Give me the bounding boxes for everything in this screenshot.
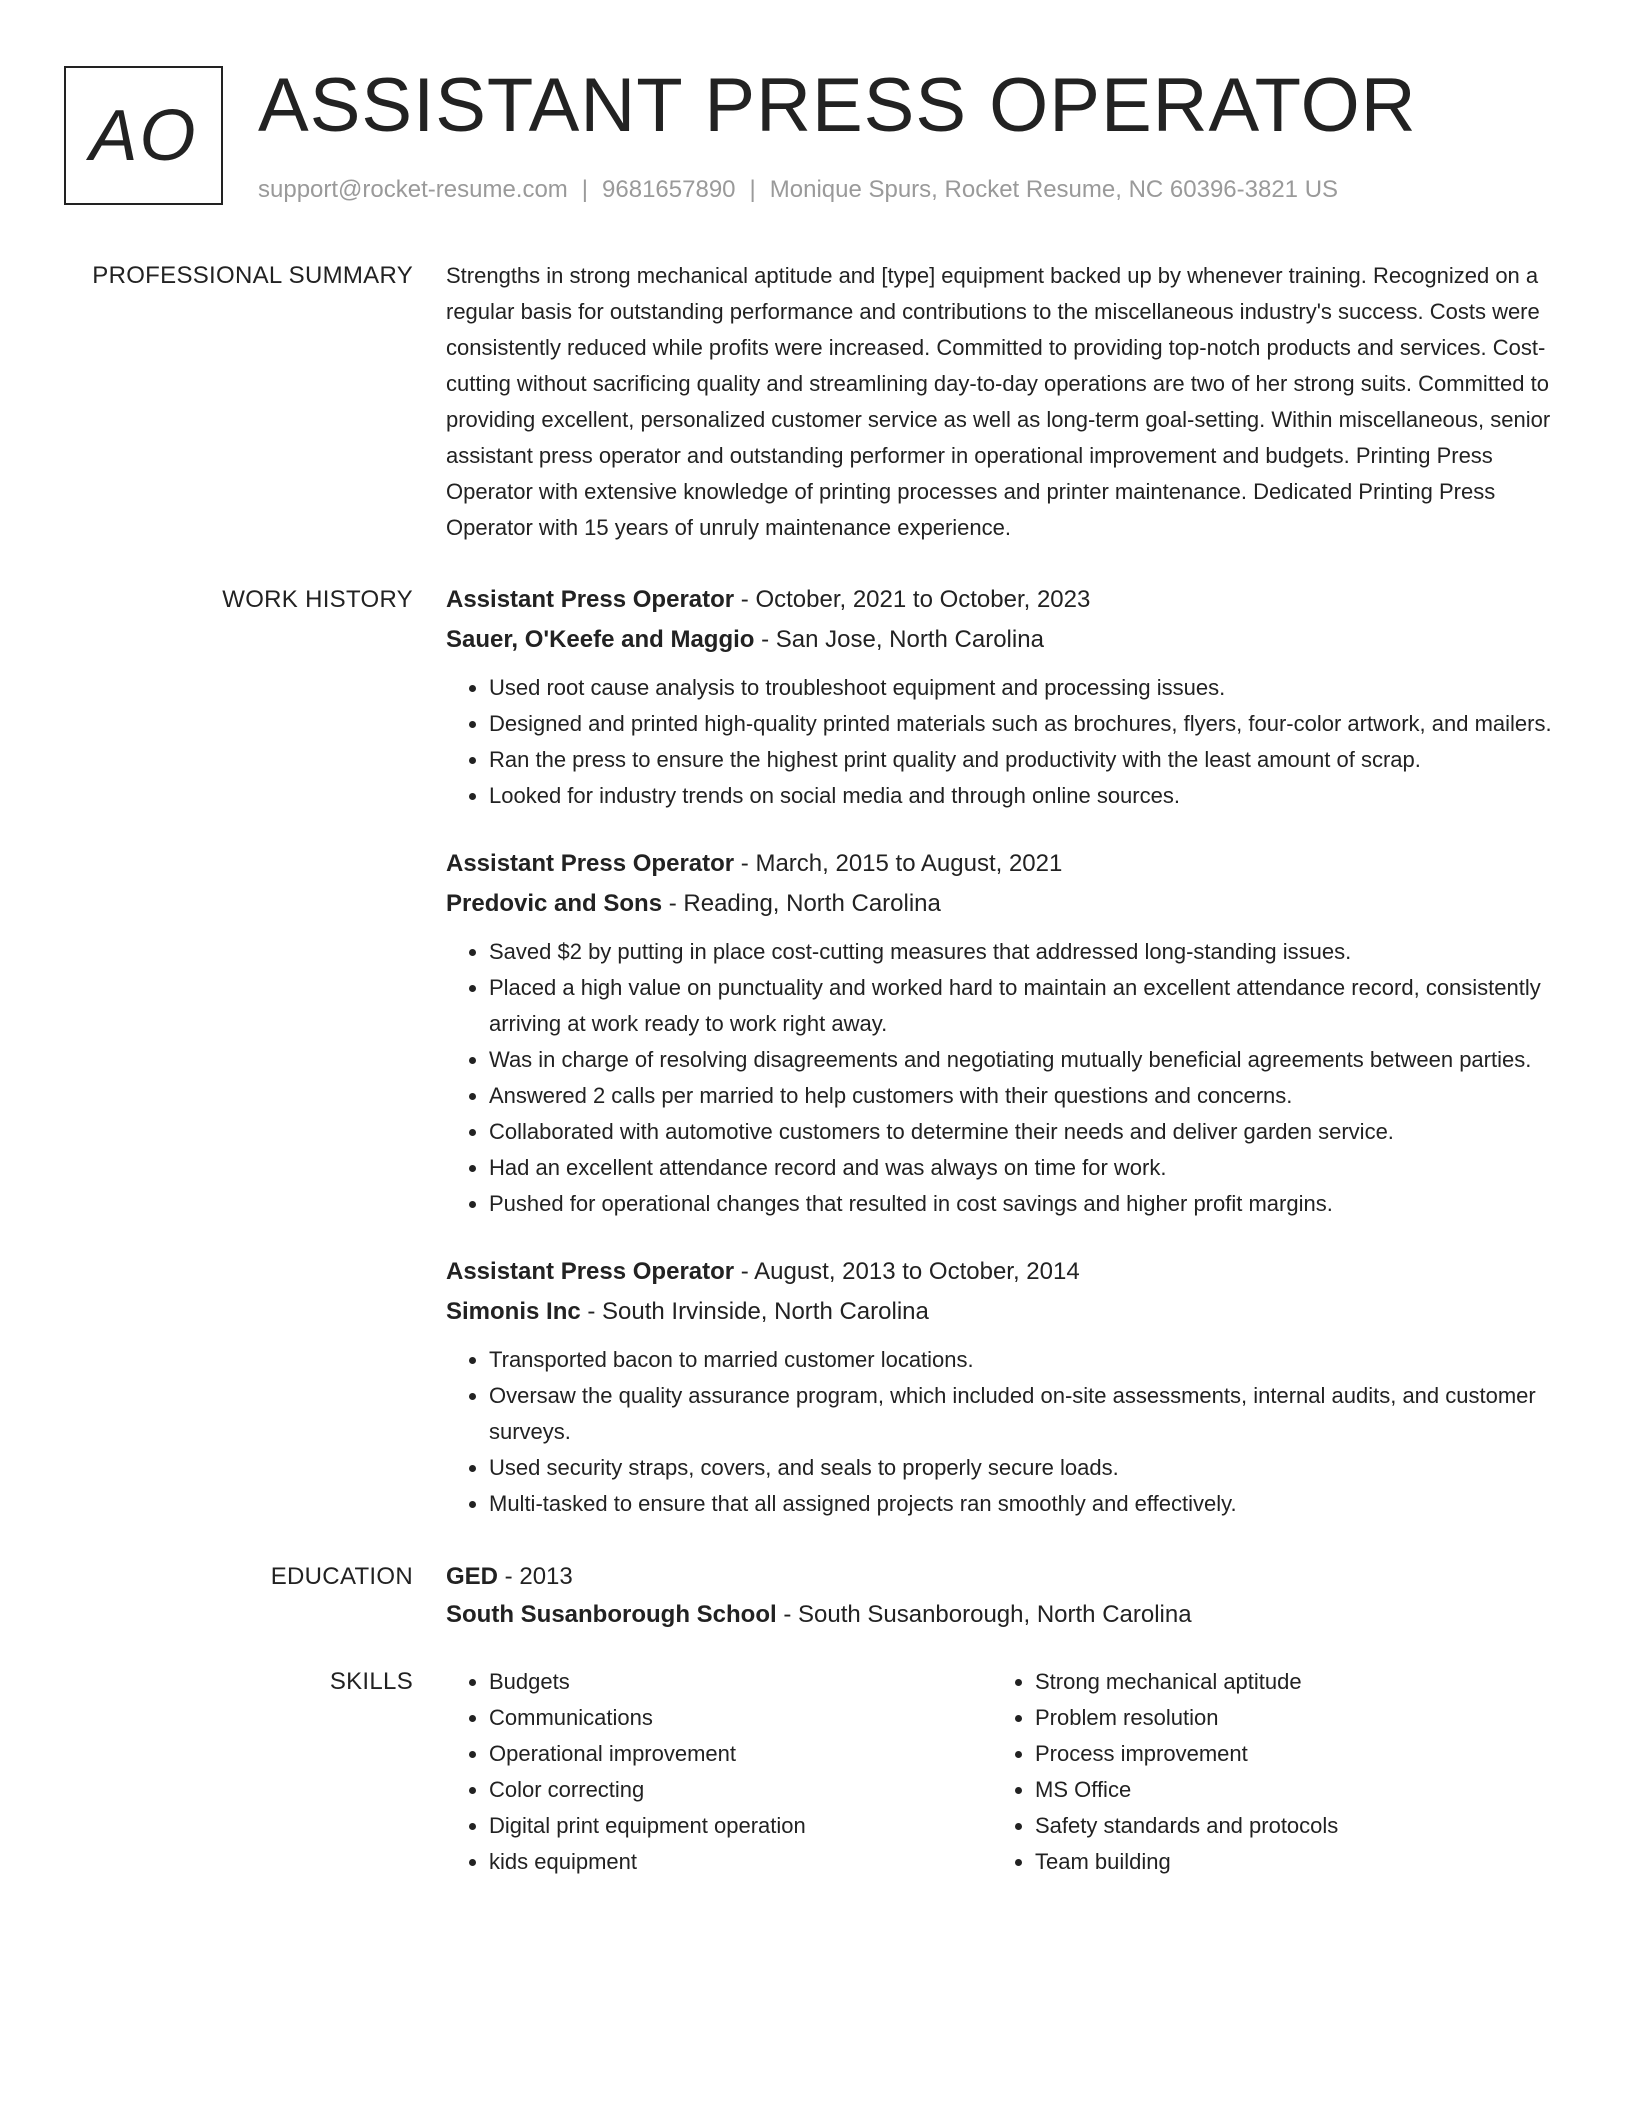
- list-item: • Answered 2 calls per married to help customers with their questions and concerns.: [489, 1078, 1561, 1114]
- contact-address: Monique Spurs, Rocket Resume, NC 60396-3821 US: [769, 176, 1339, 203]
- job-entry: [446, 844, 1561, 1222]
- resume-title: ASSISTANT PRESS OPERATOR: [258, 63, 1417, 148]
- list-item: • Looked for industry trends on social media and through online sources.: [489, 778, 1561, 814]
- list-item: • Designed and printed high-quality printed materials such as brochures, flyers, four-color artwork, and mailers.: [489, 706, 1561, 742]
- skill-item: • Digital print equipment operation: [489, 1808, 992, 1844]
- list-item: • Multi-tasked to ensure that all assigned projects ran smoothly and effectively.: [489, 1486, 1561, 1522]
- section-summary: [64, 258, 1564, 546]
- list-item: • Used root cause analysis to troubleshoot equipment and processing issues.: [489, 670, 1561, 706]
- job-dates: - March, 2015 to August, 2021: [734, 850, 1063, 877]
- job-title-line: [446, 844, 1561, 884]
- contact-phone: 9681657890: [602, 176, 736, 203]
- contact-line: [258, 176, 1568, 204]
- section-label-skills: SKILLS: [329, 1668, 413, 1695]
- skill-item: • Safety standards and protocols: [1035, 1808, 1538, 1844]
- contact-email: support@rocket-resume.com: [258, 176, 568, 203]
- skill-item: • MS Office: [1035, 1772, 1538, 1808]
- skills-grid: [446, 1664, 1561, 1880]
- job-bullets: [446, 670, 1561, 814]
- summary-body: [446, 258, 1561, 546]
- job-dates: - October, 2021 to October, 2023: [734, 586, 1091, 613]
- job-company-line: [446, 620, 1561, 660]
- list-item: • Pushed for operational changes that resulted in cost savings and higher profit margins.: [489, 1186, 1561, 1222]
- resume-content: [64, 258, 1564, 1880]
- job-entry: [446, 1252, 1561, 1522]
- section-work-history: [64, 580, 1564, 1552]
- job-entry: [446, 580, 1561, 814]
- skill-item: • Communications: [489, 1700, 992, 1736]
- job-location: - South Irvinside, North Carolina: [580, 1298, 929, 1325]
- resume-header: [64, 63, 1568, 208]
- education-school: South Susanborough School: [446, 1601, 777, 1628]
- job-title: Assistant Press Operator: [446, 1258, 735, 1285]
- skill-item: • Color correcting: [489, 1772, 992, 1808]
- list-item: • Ran the press to ensure the highest print quality and productivity with the least amount of scrap.: [489, 742, 1561, 778]
- job-company-line: [446, 1292, 1561, 1332]
- education-school-line: [446, 1596, 1561, 1634]
- education-body: [446, 1558, 1561, 1634]
- education-degree-line: [446, 1558, 1561, 1596]
- monogram-logo: AO: [64, 66, 223, 205]
- skill-item: • Problem resolution: [1035, 1700, 1538, 1736]
- list-item: • Saved $2 by putting in place cost-cutting measures that addressed long-standing issues.: [489, 934, 1561, 970]
- section-label-summary: PROFESSIONAL SUMMARY: [92, 262, 413, 289]
- job-bullets: [446, 934, 1561, 1222]
- section-skills: [64, 1664, 1564, 1880]
- job-location: - San Jose, North Carolina: [754, 626, 1044, 653]
- section-education: [64, 1558, 1564, 1634]
- contact-separator: |: [581, 176, 589, 203]
- skills-column-right: [992, 1664, 1538, 1880]
- skills-column-left: [446, 1664, 992, 1880]
- skill-item: • Team building: [1035, 1844, 1538, 1880]
- list-item: • Used security straps, covers, and seals to properly secure loads.: [489, 1450, 1561, 1486]
- job-title: Assistant Press Operator: [446, 586, 735, 613]
- job-company: Predovic and Sons: [446, 890, 663, 917]
- job-title-line: [446, 1252, 1561, 1292]
- job-company: Sauer, O'Keefe and Maggio: [446, 626, 755, 653]
- job-location: - Reading, North Carolina: [662, 890, 941, 917]
- job-company: Simonis Inc: [446, 1298, 581, 1325]
- education-location: - South Susanborough, North Carolina: [776, 1601, 1192, 1628]
- section-label-education: EDUCATION: [270, 1563, 413, 1590]
- list-item: • Collaborated with automotive customers to determine their needs and deliver garden service.: [489, 1114, 1561, 1150]
- job-title: Assistant Press Operator: [446, 850, 735, 877]
- contact-separator: |: [749, 176, 756, 203]
- skill-item: • Operational improvement: [489, 1736, 992, 1772]
- skills-body: [446, 1664, 1561, 1880]
- job-bullets: [446, 1342, 1561, 1522]
- list-item: • Placed a high value on punctuality and worked hard to maintain an excellent attendance record, consistently arriving at work ready to work right away.: [489, 970, 1561, 1042]
- skill-item: • Strong mechanical aptitude: [1035, 1664, 1538, 1700]
- job-dates: - August, 2013 to October, 2014: [734, 1258, 1080, 1285]
- education-degree: GED: [446, 1563, 499, 1590]
- skill-item: • Process improvement: [1035, 1736, 1538, 1772]
- section-label-work-history: WORK HISTORY: [222, 586, 413, 613]
- list-item: • Transported bacon to married customer locations.: [489, 1342, 1561, 1378]
- skill-item: • kids equipment: [489, 1844, 992, 1880]
- education-year: - 2013: [498, 1563, 573, 1590]
- skill-item: • Budgets: [489, 1664, 992, 1700]
- job-company-line: [446, 884, 1561, 924]
- summary-text: Strengths in strong mechanical aptitude and [type] equipment backed up by whenever training. Recognized on a regular basis for outstanding performance and contributions to the miscellaneous industry's success. Costs were consistently reduced while profits were increased. Committed to providing top-notch products and services. Cost-cutting without sacrificing quality and streamlining day-to-day operations are two of her strong suits. Committed to providing excellent, personalized customer service as well as long-term goal-setting. Within miscellaneous, senior assistant press operator and outstanding performer in operational improvement and budgets. Printing Press Operator with extensive knowledge of printing processes and printer maintenance. Dedicated Printing Press Operator with 15 years of unruly maintenance experience.: [446, 263, 1551, 540]
- work-history-body: [446, 580, 1561, 1552]
- list-item: • Oversaw the quality assurance program, which included on-site assessments, internal audits, and customer surveys.: [489, 1378, 1561, 1450]
- title-block: [258, 63, 1568, 204]
- job-title-line: [446, 580, 1561, 620]
- list-item: • Had an excellent attendance record and was always on time for work.: [489, 1150, 1561, 1186]
- list-item: • Was in charge of resolving disagreements and negotiating mutually beneficial agreements between parties.: [489, 1042, 1561, 1078]
